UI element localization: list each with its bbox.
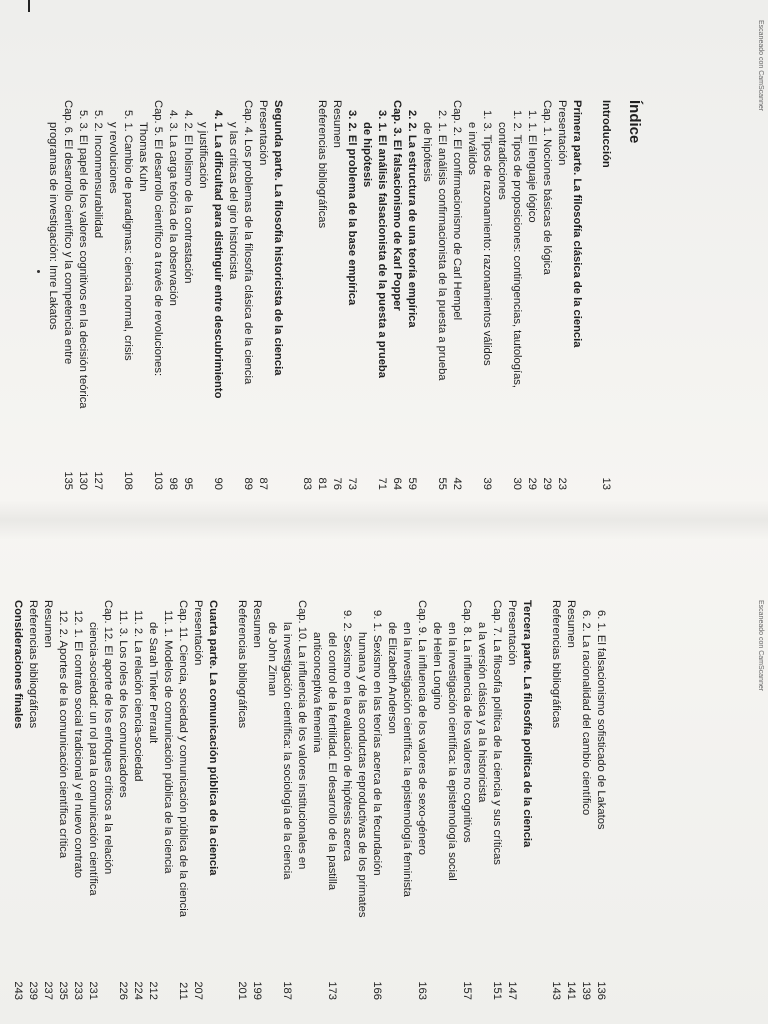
toc-entry [195, 100, 210, 490]
toc-page-number: 235 [57, 981, 69, 1000]
scanner-watermark: Escaneado con CamScanner [757, 20, 764, 112]
toc-entry [464, 100, 479, 490]
toc-entry [40, 600, 55, 1000]
toc-entry-title: 11. 1. Modelos de comunicación pública de la ciencia [162, 610, 174, 874]
toc-entry [299, 100, 314, 490]
toc-page-number: 173 [326, 981, 338, 1000]
toc-entry-title: Primera parte. La filosofía clásica de la ciencia [571, 100, 583, 348]
toc-entry [165, 100, 180, 490]
toc-entry [45, 100, 60, 490]
toc-entry [160, 600, 175, 1000]
toc-entry [479, 100, 494, 490]
toc-entry [294, 600, 309, 1000]
toc-entry [205, 600, 220, 1000]
toc-entry [489, 600, 504, 1000]
toc-page-number: 127 [92, 471, 104, 490]
toc-page-number: 29 [526, 477, 538, 490]
toc-entry-title: 4. 2. El holismo de la contrastación [182, 110, 194, 284]
toc-entry [75, 100, 90, 490]
toc-entry-title: y revoluciones [107, 122, 119, 194]
toc-entry-title: Cap. 7. La filosofía política de la ciencia y sus críticas [491, 600, 503, 865]
toc-page-number: 130 [77, 471, 89, 490]
toc-page-number: 231 [87, 981, 99, 1000]
toc-entry [554, 100, 569, 490]
toc-entry [25, 600, 40, 1000]
toc-entry [70, 600, 85, 1000]
toc-entry [234, 600, 249, 1000]
toc-entry [309, 600, 324, 1000]
toc-entry-title: 1. 2. Tipos de proposiciones: contingencias, tautologías, [511, 110, 523, 388]
toc-entry [329, 100, 344, 490]
toc-entry [429, 600, 444, 1000]
toc-entry [225, 100, 240, 490]
toc-entry-title: Presentación [192, 600, 204, 666]
toc-entry [270, 100, 285, 490]
toc-page-number: 157 [461, 981, 473, 1000]
toc-entry [100, 600, 115, 1000]
toc-entry-title: de John Ziman [266, 622, 278, 697]
toc-entry-title: Cap. 9. La influencia de los valores de sexo-género [416, 600, 428, 855]
toc-entry-title: 2. 2. La estructura de una teoría empírica [406, 110, 418, 328]
toc-page-number: 135 [62, 471, 74, 490]
toc-entry [60, 100, 75, 490]
toc-entry-title: Thomas Kuhn [137, 122, 149, 192]
toc-list [45, 100, 613, 490]
toc-entry-title: Resumen [565, 600, 577, 648]
toc-page-number: 39 [481, 477, 493, 490]
toc-entry [593, 600, 608, 1000]
toc-entry [414, 600, 429, 1000]
toc-entry-title: Cap. 6. El desarrollo científico y la competencia entre [62, 100, 74, 365]
toc-entry-title: Presentación [506, 600, 518, 666]
toc-page-number: 187 [281, 981, 293, 1000]
toc-entry-title: Cap. 5. El desarrollo científico a través de revoluciones: [152, 100, 164, 377]
toc-page-number: 239 [27, 981, 39, 1000]
toc-page-number: 76 [331, 477, 343, 490]
toc-page-number: 243 [12, 981, 24, 1000]
toc-entry [569, 100, 584, 490]
toc-entry-title: Referencias bibliográficas [550, 600, 562, 729]
toc-entry-title: de Sarah Tinker Perrault [147, 622, 159, 744]
toc-entry [389, 100, 404, 490]
toc-page-number: 83 [301, 477, 313, 490]
toc-entry [384, 600, 399, 1000]
toc-page-number: 89 [242, 477, 254, 490]
toc-entry [444, 600, 459, 1000]
toc-page-number: 163 [416, 981, 428, 1000]
toc-page-number: 42 [451, 477, 463, 490]
toc-entry-title: de hipótesis [421, 122, 433, 182]
toc-page-number: 55 [436, 477, 448, 490]
toc-entry-title: anticonceptiva femenina [311, 632, 323, 753]
toc-entry-title: Cap. 3. El falsacionismo de Karl Popper [391, 100, 403, 311]
toc-entry [399, 600, 414, 1000]
toc-entry [175, 600, 190, 1000]
toc-page-number: 64 [391, 477, 403, 490]
toc-entry [135, 100, 150, 490]
toc-entry-title: 4. 3. La carga teórica de la observación [167, 110, 179, 306]
section-spacer [220, 600, 234, 1000]
toc-entry-title: 5. 3. El papel de los valores cognitivos en la decisión teórica [77, 110, 89, 409]
toc-entry-title: 4. 1. La dificultad para distinguir entre descubrimiento [212, 110, 224, 399]
toc-entry-title: programas de investigación: Imre Lakatos [47, 122, 59, 330]
toc-entry-title: 12. 1. El contrato social tradicional y el nuevo contrato [72, 610, 84, 879]
toc-entry-title: 3. 1. El análisis falsacionista de la puesta a prueba [376, 110, 388, 378]
toc-page-number: 29 [541, 477, 553, 490]
toc-entry-title: de Elizabeth Anderson [386, 622, 398, 734]
toc-entry [504, 600, 519, 1000]
toc-entry-title: 6. 1. El falsacionismo sofisticado de Lakatos [595, 610, 607, 830]
toc-page-number: 141 [565, 981, 577, 1000]
toc-entry [344, 100, 359, 490]
toc-page-number: 224 [132, 981, 144, 1000]
toc-page-number: 81 [316, 477, 328, 490]
toc-entry [190, 600, 205, 1000]
toc-entry-title: contradicciones [496, 122, 508, 200]
page-edge-mark [28, 0, 30, 12]
specks [37, 270, 40, 273]
toc-entry-title: en la investigación científica: la epistemología social [446, 622, 458, 881]
toc-entry-title: 5. 2. Inconmensurabilidad [92, 110, 104, 239]
toc-page-number: 23 [556, 477, 568, 490]
toc-entry-title: de Helen Longino [431, 622, 443, 710]
toc-page-number: 71 [376, 477, 388, 490]
toc-page-number: 139 [580, 981, 592, 1000]
toc-entry-title: la investigación científica: la sociología de la ciencia [281, 622, 293, 880]
toc-entry [210, 100, 225, 490]
section-spacer [285, 100, 299, 490]
toc-entry [354, 600, 369, 1000]
toc-page-number: 199 [251, 981, 263, 1000]
toc-entry [90, 100, 105, 490]
toc-entry [509, 100, 524, 490]
toc-entry [130, 600, 145, 1000]
toc-page-number: 147 [506, 981, 518, 1000]
toc-entry-title: Resumen [251, 600, 263, 648]
toc-entry [264, 600, 279, 1000]
section-spacer [584, 100, 598, 490]
toc-entry [563, 600, 578, 1000]
toc-page-number: 211 [177, 982, 189, 1000]
index-title: Índice [626, 100, 643, 144]
toc-entry-title: e inválidos [466, 122, 478, 175]
toc-entry [519, 600, 534, 1000]
toc-entry-title: Cap. 4. Los problemas de la filosofía clásica de la ciencia [242, 100, 254, 385]
toc-page-number: 90 [212, 477, 224, 490]
toc-entry [150, 100, 165, 490]
index-left-column [45, 100, 768, 490]
toc-entry [105, 100, 120, 490]
toc-entry [55, 600, 70, 1000]
toc-entry-title: y las críticas del giro historicista [227, 122, 239, 280]
toc-entry-title: 5. 1. Cambio de paradigmas: ciencia normal, crisis [122, 110, 134, 361]
toc-entry [598, 100, 613, 490]
toc-entry [404, 100, 419, 490]
toc-entry-title: ciencia-sociedad: un rol para la comunicación científica [87, 622, 99, 896]
toc-entry [240, 100, 255, 490]
toc-entry-title: 1. 3. Tipos de razonamiento: razonamientos válidos [481, 110, 493, 366]
index-right-column [10, 600, 768, 1000]
toc-entry-title: Cap. 8. La influencia de los valores no cognitivos [461, 600, 473, 843]
toc-entry-title: del control de la fertilidad. El desarrollo de la pastilla [326, 632, 338, 891]
toc-entry [359, 100, 374, 490]
toc-entry [10, 600, 25, 1000]
toc-entry-title: Introducción [600, 100, 612, 168]
section-spacer [534, 600, 548, 1000]
toc-entry [249, 600, 264, 1000]
toc-entry-title: Referencias bibliográficas [236, 600, 248, 729]
toc-entry [548, 600, 563, 1000]
toc-entry-title: 2. 1. El análisis confirmacionista de la puesta a prueba [436, 110, 448, 381]
toc-entry [539, 100, 554, 490]
toc-entry [524, 100, 539, 490]
toc-entry [145, 600, 160, 1000]
toc-entry-title: a la versión clásica y a la historicista [476, 622, 488, 803]
toc-entry [474, 600, 489, 1000]
toc-page-number: 143 [550, 981, 562, 1000]
toc-entry [434, 100, 449, 490]
toc-entry [459, 600, 474, 1000]
toc-page-number: 136 [595, 981, 607, 1000]
toc-page-number: 13 [600, 477, 612, 490]
toc-page-number: 59 [406, 477, 418, 490]
toc-entry-title: 11. 3. Los roles de los comunicadores [117, 610, 129, 798]
toc-page-number: 73 [346, 477, 358, 490]
toc-page-number: 207 [192, 981, 204, 1000]
toc-entry [578, 600, 593, 1000]
toc-entry-title: Cuarta parte. La comunicación pública de la ciencia [207, 600, 219, 876]
toc-entry-title: Cap. 2. El confirmacionismo de Carl Hempel [451, 100, 463, 321]
toc-page-number: 30 [511, 477, 523, 490]
toc-entry-title: 3. 2. El problema de la base empírica [346, 110, 358, 306]
toc-page-number: 151 [491, 981, 503, 1000]
toc-entry [494, 100, 509, 490]
toc-entry [115, 600, 130, 1000]
toc-entry [339, 600, 354, 1000]
toc-entry [180, 100, 195, 490]
toc-entry [419, 100, 434, 490]
toc-entry [374, 100, 389, 490]
toc-entry-title: Resumen [331, 100, 343, 148]
toc-entry [85, 600, 100, 1000]
toc-page-number: 87 [257, 477, 269, 490]
toc-page-number: 201 [236, 981, 248, 1000]
toc-entry-title: Presentación [556, 100, 568, 166]
toc-entry-title: 9. 1. Sexismo en las teorías acerca de la fecundación [371, 610, 383, 876]
toc-entry-title: Presentación [257, 100, 269, 166]
toc-entry [324, 600, 339, 1000]
toc-entry [279, 600, 294, 1000]
toc-entry-title: Cap. 12. El aporte de los enfoques críticos a la relación [102, 600, 114, 875]
toc-entry-title: Referencias bibliográficas [27, 600, 39, 729]
scanner-watermark: Escaneado con CamScanner [757, 600, 764, 692]
toc-entry-title: Consideraciones finales [12, 600, 24, 729]
toc-entry-title: 1. 1. El lenguaje lógico [526, 110, 538, 223]
toc-page-number: 98 [167, 477, 179, 490]
toc-entry-title: y justificación [197, 122, 209, 189]
toc-entry-title: Cap. 10. La influencia de los valores institucionales en [296, 600, 308, 870]
toc-entry-title: humana y de las conductas reproductivas de los primates [356, 632, 368, 918]
toc-entry-title: Resumen [42, 600, 54, 648]
toc-entry-title: de hipótesis [361, 122, 373, 188]
toc-list [10, 600, 608, 1000]
toc-entry [449, 100, 464, 490]
toc-entry-title: 12. 2. Aportes de la comunicación científica crítica [57, 610, 69, 859]
toc-page-number: 166 [371, 981, 383, 1000]
toc-entry [255, 100, 270, 490]
toc-entry-title: Referencias bibliográficas [316, 100, 328, 229]
toc-entry-title: 9. 2. Sexismo en la evaluación de hipótesis acerca [341, 610, 353, 862]
toc-entry-title: Tercera parte. La filosofía política de la ciencia [521, 600, 533, 848]
toc-entry-title: Cap. 1. Nociones básicas de lógica [541, 100, 553, 275]
toc-entry-title: 11. 2. La relación ciencia-sociedad [132, 610, 144, 782]
toc-entry-title: Segunda parte. La filosofía historicista de la ciencia [272, 100, 284, 376]
toc-page-number: 108 [122, 471, 134, 490]
toc-entry-title: 6. 2. La racionalidad del cambio científico [580, 610, 592, 816]
toc-page-number: 103 [152, 471, 164, 490]
toc-page-number: 233 [72, 981, 84, 1000]
toc-entry-title: Cap. 11. Ciencia, sociedad y comunicación pública de la ciencia [177, 600, 189, 917]
toc-entry-title: en la investigación científica: la epistemología feminista [401, 622, 413, 897]
toc-page-number: 95 [182, 477, 194, 490]
toc-page-number: 212 [147, 981, 159, 1000]
toc-entry [314, 100, 329, 490]
toc-entry [369, 600, 384, 1000]
toc-entry [120, 100, 135, 490]
book-gutter [0, 500, 768, 540]
toc-page-number: 226 [117, 981, 129, 1000]
toc-page-number: 237 [42, 981, 54, 1000]
